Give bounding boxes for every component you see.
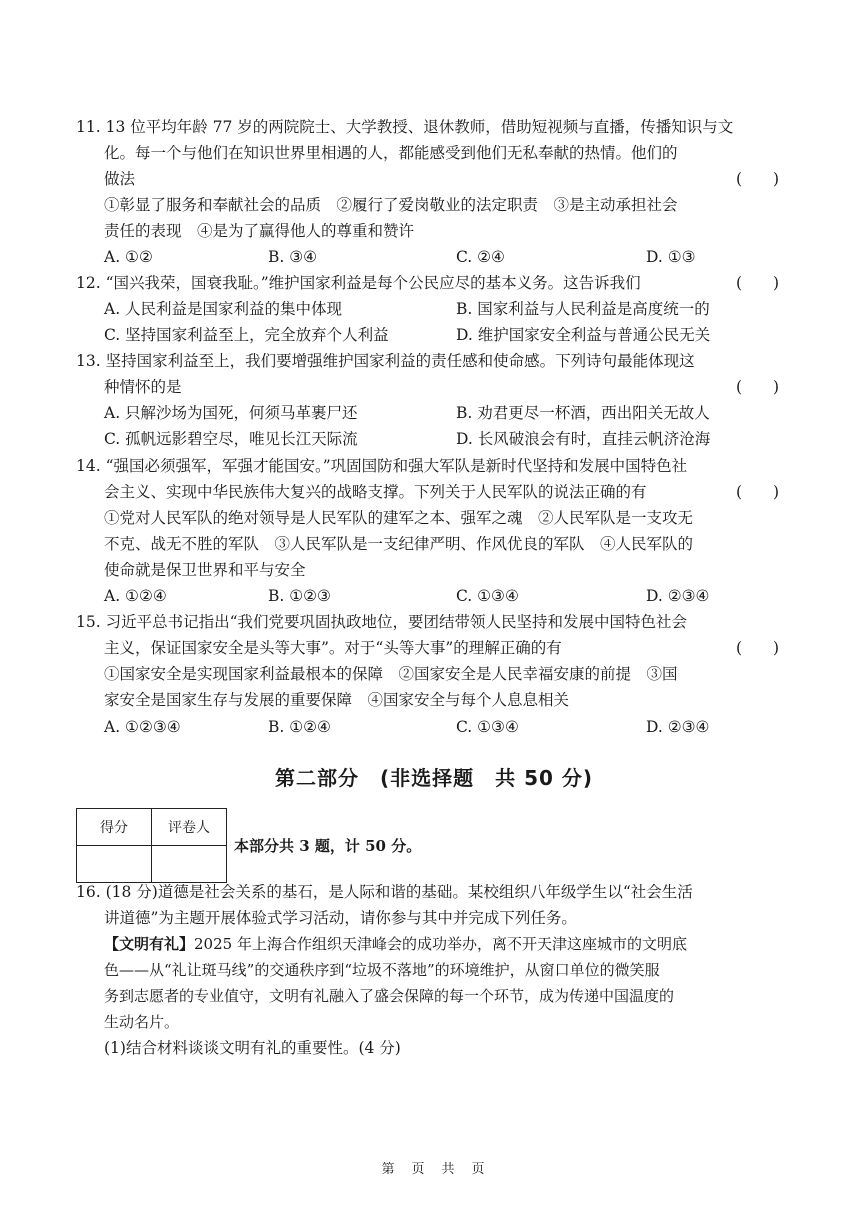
q12-stem-line1: 12. “国兴我荣，国衰我耻。”维护国家利益是每个公民应尽的基本义务。这告诉我们 <box>76 274 641 292</box>
q15-statements-line1: ①国家安全是实现国家利益最根本的保障 ②国家安全是人民幸福安康的前提 ③国 <box>104 665 678 683</box>
q16-material-line4: 生动名片。 <box>104 1013 180 1031</box>
q14-option-d: D. ②③④ <box>646 587 710 605</box>
q14-stem-line2: 会主义、实现中华民族伟大复兴的战略支撑。下列关于人民军队的说法正确的有 <box>104 483 647 501</box>
q13-option-c: C. 孤帆远影碧空尽，唯见长江天际流 <box>104 430 358 448</box>
part2-note: 本部分共 3 题，计 50 分。 <box>234 837 422 855</box>
q15-option-a: A. ①②③④ <box>104 718 181 736</box>
q13-option-b: B. 劝君更尽一杯酒，西出阳关无故人 <box>456 404 710 422</box>
q12-option-b: B. 国家利益与人民利益是高度统一的 <box>456 300 710 318</box>
q14-statements-line3: 使命就是保卫世界和平与安全 <box>104 561 306 579</box>
q11-option-d: D. ①③ <box>646 248 696 266</box>
q15-option-c: C. ①③④ <box>456 718 519 736</box>
q14-statements-line1: ①党对人民军队的绝对领导是人民军队的建军之本、强军之魂 ②人民军队是一支攻无 <box>104 509 694 527</box>
q13-option-d: D. 长风破浪会有时，直挂云帆济沧海 <box>456 430 711 448</box>
q14-option-a: A. ①②④ <box>104 587 167 605</box>
q16-subquestion-1: (1)结合材料谈谈文明有礼的重要性。(4 分) <box>104 1039 401 1057</box>
grader-cell[interactable] <box>152 846 227 883</box>
q15-answer-bracket: ( ) <box>736 639 780 657</box>
q15-statements-line2: 家安全是国家生存与发展的重要保障 ④国家安全与每个人息息相关 <box>104 691 570 709</box>
q16-stem-line1: 16. (18 分)道德是社会关系的基石，是人际和谐的基础。某校组织八年级学生以“社会生活 <box>76 883 693 901</box>
q16-material-tag: 【文明有礼】 <box>104 935 195 953</box>
page-footer: 第 页 共 页 <box>381 1162 487 1177</box>
q15-option-d: D. ②③④ <box>646 718 710 736</box>
q12-option-d: D. 维护国家安全利益与普通公民无关 <box>456 326 711 344</box>
q16-material-line1 <box>104 934 687 954</box>
q14-option-b: B. ①②③ <box>268 587 331 605</box>
q14-statements-line2: 不克、战无不胜的军队 ③人民军队是一支纪律严明、作风优良的军队 ④人民军队的 <box>104 535 694 553</box>
q13-stem-line2: 种情怀的是 <box>104 378 182 396</box>
q11-statements-line2: 责任的表现 ④是为了赢得他人的尊重和赞许 <box>104 222 415 240</box>
q11-stem-line2: 化。每一个与他们在知识世界里相遇的人，都能感受到他们无私奉献的热情。他们的 <box>104 144 678 162</box>
q14-option-c: C. ①③④ <box>456 587 519 605</box>
q12-option-c: C. 坚持国家利益至上，完全放弃个人利益 <box>104 326 389 344</box>
q14-answer-bracket: ( ) <box>736 483 780 501</box>
q13-option-a: A. 只解沙场为国死，何须马革裹尸还 <box>104 404 358 422</box>
q15-stem-line1: 15. 习近平总书记指出“我们党要巩固执政地位，要团结带领人民坚持和发展中国特色社会 <box>76 613 688 631</box>
q12-option-a: A. 人民利益是国家利益的集中体现 <box>104 300 343 318</box>
score-cell[interactable] <box>77 846 152 883</box>
q15-stem-line2: 主义，保证国家安全是头等大事”。对于“头等大事”的理解正确的有 <box>104 639 562 657</box>
q11-option-b: B. ③④ <box>268 248 318 266</box>
q13-answer-bracket: ( ) <box>736 378 780 396</box>
q15-option-b: B. ①②④ <box>268 718 331 736</box>
q11-statements-line1: ①彰显了服务和奉献社会的品质 ②履行了爱岗敬业的法定职责 ③是主动承担社会 <box>104 196 678 214</box>
score-table <box>76 808 227 883</box>
q16-material-line3: 务到志愿者的专业值守，文明有礼融入了盛会保障的每一个环节，成为传递中国温度的 <box>104 987 675 1005</box>
q16-material-line2: 色——从“礼让斑马线”的交通秩序到“垃圾不落地”的环境维护，从窗口单位的微笑服 <box>104 961 660 979</box>
q11-option-a: A. ①② <box>104 248 153 266</box>
q12-answer-bracket: ( ) <box>736 274 780 292</box>
part2-title: 第二部分 (非选择题 共 50 分) <box>274 766 594 790</box>
q16-stem-line2: 讲道德”为主题开展体验式学习活动，请你参与其中并完成下列任务。 <box>104 909 577 927</box>
q11-option-c: C. ②④ <box>456 248 505 266</box>
q11-stem-line1: 11. 13 位平均年龄 77 岁的两院院士、大学教授、退休教师，借助短视频与直播，传播知识与文 <box>76 118 734 136</box>
q16-material-text1: 2025 年上海合作组织天津峰会的成功举办，离不开天津这座城市的文明底 <box>194 935 687 953</box>
grader-header: 评卷人 <box>152 809 227 846</box>
score-header: 得分 <box>77 809 152 846</box>
q11-answer-bracket: ( ) <box>736 170 780 188</box>
q13-stem-line1: 13. 坚持国家利益至上，我们要增强维护国家利益的责任感和使命感。下列诗句最能体现这 <box>76 352 695 370</box>
q11-stem-line3: 做法 <box>104 170 136 188</box>
q14-stem-line1: 14. “强国必须强军，军强才能国安。”巩固国防和强大军队是新时代坚持和发展中国特色社 <box>76 457 688 475</box>
